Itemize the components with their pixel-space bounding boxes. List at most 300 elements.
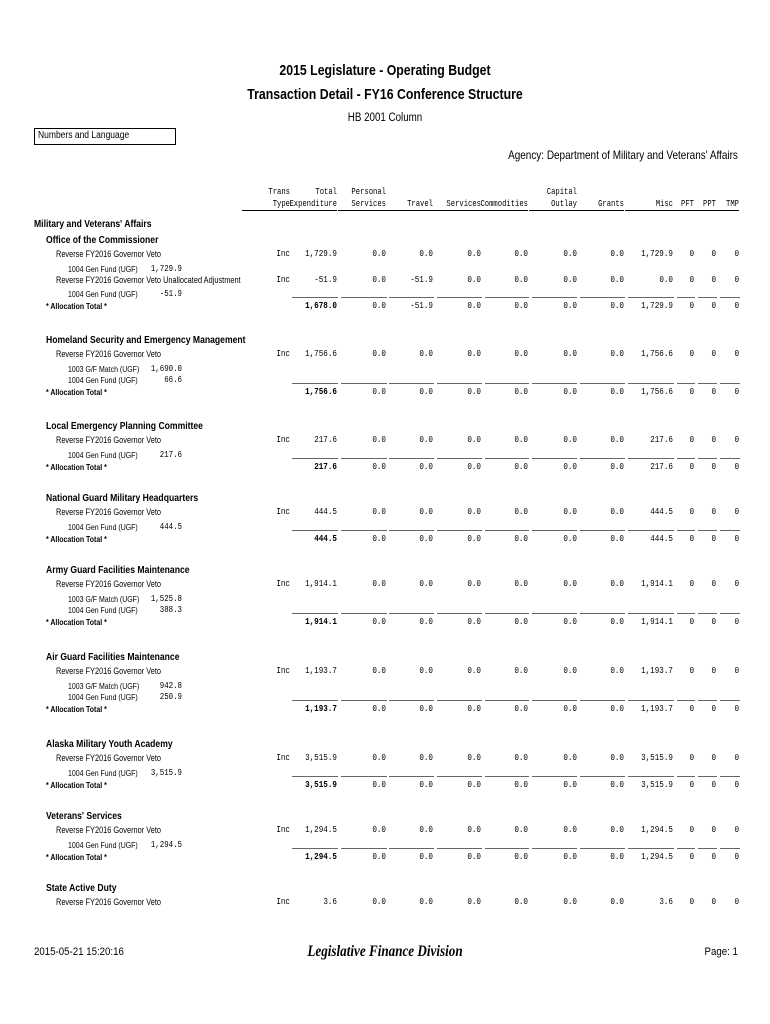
cell-misc: 1,193.7 [641, 665, 673, 676]
total-rule [677, 613, 695, 614]
total-rule [580, 848, 625, 849]
total-capital-outlay: 0.0 [563, 850, 577, 862]
cell-pft: 0 [689, 665, 694, 676]
total-capital-outlay: 0.0 [563, 300, 577, 311]
cell-commodities: 0.0 [514, 434, 528, 445]
cell-misc: 0.0 [659, 273, 673, 285]
total-misc: 3,515.9 [641, 778, 673, 790]
cell-personal-services: 0.0 [372, 348, 386, 359]
total-misc: 1,756.6 [641, 385, 673, 397]
total-rule [341, 458, 387, 459]
cell-personal-services: 0.0 [372, 434, 386, 445]
total-rule [677, 458, 695, 459]
total-pft: 0 [689, 850, 694, 862]
cell-services: 0.0 [467, 896, 481, 907]
cell-travel: 0.0 [419, 578, 433, 589]
fund-source: 1004 Gen Fund (UGF) [68, 289, 138, 299]
total-rule [292, 530, 338, 531]
cell-ppt: 0 [711, 665, 716, 676]
total-rule [698, 297, 717, 298]
total-commodities: 0.0 [514, 778, 528, 790]
total-misc: 1,294.5 [641, 850, 673, 862]
col-header-tmp-line: TMP [691, 198, 739, 211]
allocation-name: Army Guard Facilities Maintenance [46, 564, 190, 576]
total-rule [437, 776, 482, 777]
total-pft: 0 [689, 778, 694, 790]
total-rule [292, 297, 338, 298]
transaction-name: Reverse FY2016 Governor Veto [56, 249, 162, 259]
cell-commodities: 0.0 [514, 752, 528, 763]
total-rule [292, 613, 338, 614]
cell-tmp: 0 [734, 273, 739, 285]
cell-ppt: 0 [711, 578, 716, 589]
cell-total-expenditure: -51.9 [314, 273, 337, 285]
total-pft: 0 [689, 460, 694, 472]
cell-misc: 1,756.6 [641, 348, 673, 359]
fund-amount: -51.9 [159, 288, 182, 299]
total-ppt: 0 [711, 615, 716, 627]
cell-personal-services: 0.0 [372, 506, 386, 517]
cell-travel: 0.0 [419, 434, 433, 445]
total-travel: 0.0 [419, 615, 433, 627]
total-rule [698, 700, 717, 701]
col-header-trans-type-line: Trans [268, 187, 290, 197]
cell-grants: 0.0 [610, 824, 624, 835]
cell-personal-services: 0.0 [372, 248, 386, 259]
allocation-name: Veterans' Services [46, 810, 122, 822]
trans-type: Inc [276, 752, 290, 763]
footer-page-number: Page: 1 [704, 946, 738, 958]
transaction-name: Reverse FY2016 Governor Veto [56, 897, 162, 907]
total-rule [628, 776, 674, 777]
total-rule [720, 383, 740, 384]
cell-capital-outlay: 0.0 [563, 348, 577, 359]
total-travel: -51.9 [410, 300, 433, 311]
total-rule [677, 297, 695, 298]
col-header-total-expenditure-line: Total [315, 187, 337, 197]
total-ppt: 0 [711, 850, 716, 862]
col-header-travel-line: Travel [385, 198, 433, 211]
total-tmp: 0 [734, 532, 739, 544]
total-pft: 0 [689, 385, 694, 397]
total-rule [580, 383, 625, 384]
cell-ppt: 0 [711, 434, 716, 445]
total-services: 0.0 [467, 778, 481, 790]
cell-services: 0.0 [467, 824, 481, 835]
cell-grants: 0.0 [610, 752, 624, 763]
allocation-name: Local Emergency Planning Committee [46, 420, 203, 432]
total-rule [437, 458, 482, 459]
fund-amount: 388.3 [159, 603, 182, 615]
total-rule [341, 383, 387, 384]
total-rule [485, 700, 529, 701]
total-rule [628, 613, 674, 614]
fund-amount: 444.5 [159, 520, 182, 532]
trans-type: Inc [276, 273, 290, 285]
cell-commodities: 0.0 [514, 506, 528, 517]
numbers-language-label: Numbers and Language [38, 130, 130, 141]
cell-personal-services: 0.0 [372, 824, 386, 835]
total-travel: 0.0 [419, 778, 433, 790]
allocation-name: Homeland Security and Emergency Management [46, 334, 246, 346]
cell-grants: 0.0 [610, 248, 624, 259]
cell-personal-services: 0.0 [372, 665, 386, 676]
column-label: HB 2001 Column [347, 112, 423, 124]
total-rule [437, 297, 482, 298]
transaction-name: Reverse FY2016 Governor Veto [56, 435, 162, 445]
allocation-total-label: * Allocation Total * [46, 461, 107, 472]
agency-name: Agency: Department of Military and Veterans' Affairs [508, 148, 738, 162]
total-capital-outlay: 0.0 [563, 702, 577, 714]
total-services: 0.0 [467, 385, 481, 397]
total-commodities: 0.0 [514, 850, 528, 862]
transaction-name: Reverse FY2016 Governor Veto [56, 507, 162, 517]
cell-capital-outlay: 0.0 [563, 824, 577, 835]
total-rule [437, 383, 482, 384]
total-capital-outlay: 0.0 [563, 460, 577, 472]
fund-source: 1004 Gen Fund (UGF) [68, 604, 138, 615]
col-header-capital-outlay-line: Capital [546, 187, 577, 197]
cell-misc: 3.6 [659, 896, 673, 907]
report-subtitle: Transaction Detail - FY16 Conference Structure [247, 86, 523, 103]
total-rule [389, 383, 434, 384]
cell-tmp: 0 [734, 752, 739, 763]
trans-type: Inc [276, 665, 290, 676]
numbers-language-box [34, 128, 176, 145]
allocation-total-label: * Allocation Total * [46, 779, 107, 790]
cell-tmp: 0 [734, 578, 739, 589]
cell-total-expenditure: 1,756.6 [305, 348, 337, 359]
total-grants: 0.0 [610, 385, 624, 397]
total-rule [720, 848, 740, 849]
col-header-travel [385, 186, 433, 211]
total-rule [292, 458, 338, 459]
total-travel: 0.0 [419, 532, 433, 544]
trans-type: Inc [276, 896, 290, 907]
cell-ppt: 0 [711, 506, 716, 517]
cell-capital-outlay: 0.0 [563, 434, 577, 445]
total-pft: 0 [689, 615, 694, 627]
total-rule [485, 848, 529, 849]
total-misc: 444.5 [650, 532, 673, 544]
cell-services: 0.0 [467, 665, 481, 676]
trans-type: Inc [276, 434, 290, 445]
cell-travel: 0.0 [419, 752, 433, 763]
col-header-capital-outlay-line: Outlay [529, 198, 577, 211]
cell-ppt: 0 [711, 273, 716, 285]
trans-type: Inc [276, 248, 290, 259]
total-rule [341, 776, 387, 777]
fund-source: 1004 Gen Fund (UGF) [68, 767, 138, 778]
total-pft: 0 [689, 532, 694, 544]
allocation-name: Office of the Commissioner [46, 234, 159, 246]
total-personal-services: 0.0 [372, 702, 386, 714]
trans-type: Inc [276, 578, 290, 589]
cell-tmp: 0 [734, 824, 739, 835]
total-rule [580, 776, 625, 777]
cell-tmp: 0 [734, 348, 739, 359]
cell-pft: 0 [689, 434, 694, 445]
cell-total-expenditure: 444.5 [314, 506, 337, 517]
total-rule [698, 383, 717, 384]
cell-capital-outlay: 0.0 [563, 273, 577, 285]
total-total-expenditure: 1,193.7 [305, 702, 337, 714]
total-rule [698, 613, 717, 614]
total-services: 0.0 [467, 850, 481, 862]
total-ppt: 0 [711, 460, 716, 472]
total-grants: 0.0 [610, 300, 624, 311]
allocation-total-label: * Allocation Total * [46, 386, 107, 397]
total-personal-services: 0.0 [372, 532, 386, 544]
total-rule [628, 700, 674, 701]
fund-source: 1003 G/F Match (UGF) [68, 593, 140, 604]
cell-misc: 1,294.5 [641, 824, 673, 835]
total-commodities: 0.0 [514, 615, 528, 627]
cell-services: 0.0 [467, 273, 481, 285]
total-rule [532, 776, 577, 777]
allocation-name: State Active Duty [46, 882, 117, 894]
total-ppt: 0 [711, 300, 716, 311]
total-tmp: 0 [734, 460, 739, 472]
cell-ppt: 0 [711, 824, 716, 835]
total-total-expenditure: 3,515.9 [305, 778, 337, 790]
total-ppt: 0 [711, 702, 716, 714]
fund-source: 1003 G/F Match (UGF) [68, 363, 140, 374]
total-rule [628, 383, 674, 384]
total-rule [389, 848, 434, 849]
total-misc: 217.6 [650, 460, 673, 472]
cell-misc: 444.5 [650, 506, 673, 517]
cell-commodities: 0.0 [514, 248, 528, 259]
fund-amount: 1,525.8 [150, 592, 182, 604]
fund-source: 1004 Gen Fund (UGF) [68, 449, 138, 460]
total-rule [389, 700, 434, 701]
fund-source: 1004 Gen Fund (UGF) [68, 374, 138, 385]
total-total-expenditure: 444.5 [314, 532, 337, 544]
total-rule [628, 848, 674, 849]
total-rule [532, 848, 577, 849]
total-rule [580, 530, 625, 531]
total-rule [720, 776, 740, 777]
total-rule [580, 458, 625, 459]
allocation-name: National Guard Military Headquarters [46, 492, 199, 504]
total-rule [698, 848, 717, 849]
fund-amount: 1,294.5 [150, 838, 182, 850]
total-travel: 0.0 [419, 460, 433, 472]
total-rule [677, 383, 695, 384]
cell-total-expenditure: 3,515.9 [305, 752, 337, 763]
cell-total-expenditure: 1,294.5 [305, 824, 337, 835]
footer-division: Legislative Finance Division [307, 943, 463, 960]
total-services: 0.0 [467, 460, 481, 472]
allocation-total-label: * Allocation Total * [46, 533, 107, 544]
total-pft: 0 [689, 300, 694, 311]
cell-grants: 0.0 [610, 506, 624, 517]
col-header-pft-line: PFT [646, 198, 694, 211]
fund-source: 1004 Gen Fund (UGF) [68, 263, 138, 274]
total-rule [485, 776, 529, 777]
appropriation-name: Military and Veterans' Affairs [34, 218, 152, 230]
total-tmp: 0 [734, 385, 739, 397]
total-tmp: 0 [734, 615, 739, 627]
total-rule [698, 530, 717, 531]
col-header-total-expenditure [289, 186, 337, 211]
total-rule [720, 613, 740, 614]
cell-tmp: 0 [734, 896, 739, 907]
cell-personal-services: 0.0 [372, 578, 386, 589]
total-services: 0.0 [467, 532, 481, 544]
cell-pft: 0 [689, 896, 694, 907]
total-commodities: 0.0 [514, 385, 528, 397]
cell-personal-services: 0.0 [372, 752, 386, 763]
total-rule [437, 848, 482, 849]
total-total-expenditure: 217.6 [314, 460, 337, 472]
total-tmp: 0 [734, 300, 739, 311]
total-grants: 0.0 [610, 615, 624, 627]
total-total-expenditure: 1,756.6 [305, 385, 337, 397]
total-rule [485, 383, 529, 384]
cell-grants: 0.0 [610, 348, 624, 359]
cell-commodities: 0.0 [514, 348, 528, 359]
total-ppt: 0 [711, 532, 716, 544]
total-rule [389, 297, 434, 298]
total-tmp: 0 [734, 702, 739, 714]
total-commodities: 0.0 [514, 702, 528, 714]
total-misc: 1,914.1 [641, 615, 673, 627]
cell-tmp: 0 [734, 434, 739, 445]
total-rule [698, 776, 717, 777]
cell-travel: -51.9 [410, 273, 433, 285]
total-services: 0.0 [467, 702, 481, 714]
total-rule [437, 530, 482, 531]
total-ppt: 0 [711, 778, 716, 790]
total-rule [532, 458, 577, 459]
fund-amount: 217.6 [159, 448, 182, 460]
total-grants: 0.0 [610, 532, 624, 544]
total-capital-outlay: 0.0 [563, 532, 577, 544]
allocation-total-label: * Allocation Total * [46, 703, 107, 714]
cell-ppt: 0 [711, 896, 716, 907]
cell-commodities: 0.0 [514, 665, 528, 676]
total-services: 0.0 [467, 300, 481, 311]
total-rule [720, 530, 740, 531]
total-personal-services: 0.0 [372, 778, 386, 790]
cell-travel: 0.0 [419, 896, 433, 907]
cell-capital-outlay: 0.0 [563, 896, 577, 907]
cell-personal-services: 0.0 [372, 896, 386, 907]
total-rule [485, 530, 529, 531]
cell-commodities: 0.0 [514, 578, 528, 589]
total-rule [720, 700, 740, 701]
col-header-services [433, 186, 481, 211]
total-rule [292, 848, 338, 849]
allocation-total-label: * Allocation Total * [46, 851, 107, 862]
cell-travel: 0.0 [419, 824, 433, 835]
fund-amount: 1,729.9 [150, 262, 182, 274]
col-header-misc-line: Misc [625, 198, 673, 211]
total-rule [677, 776, 695, 777]
total-misc: 1,193.7 [641, 702, 673, 714]
col-header-services-line [433, 186, 481, 198]
total-rule [720, 297, 740, 298]
total-rule [341, 530, 387, 531]
cell-misc: 1,729.9 [641, 248, 673, 259]
trans-type: Inc [276, 506, 290, 517]
col-header-services-line: Services [433, 198, 481, 211]
cell-travel: 0.0 [419, 506, 433, 517]
cell-misc: 217.6 [650, 434, 673, 445]
total-capital-outlay: 0.0 [563, 778, 577, 790]
col-header-personal-services-line: Personal [351, 187, 386, 197]
total-rule [292, 700, 338, 701]
cell-tmp: 0 [734, 248, 739, 259]
cell-travel: 0.0 [419, 665, 433, 676]
col-header-trans-type [242, 186, 290, 211]
total-rule [580, 613, 625, 614]
cell-total-expenditure: 3.6 [323, 896, 337, 907]
col-header-capital-outlay [529, 186, 577, 211]
col-header-grants [576, 186, 624, 211]
fund-source: 1003 G/F Match (UGF) [68, 680, 140, 691]
cell-grants: 0.0 [610, 273, 624, 285]
total-rule [677, 700, 695, 701]
cell-ppt: 0 [711, 752, 716, 763]
cell-capital-outlay: 0.0 [563, 248, 577, 259]
total-capital-outlay: 0.0 [563, 615, 577, 627]
total-capital-outlay: 0.0 [563, 385, 577, 397]
total-grants: 0.0 [610, 778, 624, 790]
transaction-name: Reverse FY2016 Governor Veto [56, 825, 162, 835]
total-tmp: 0 [734, 778, 739, 790]
footer-timestamp: 2015-05-21 15:20:16 [34, 946, 124, 958]
total-rule [341, 700, 387, 701]
allocation-total-label: * Allocation Total * [46, 301, 107, 311]
col-header-trans-type-line: Type [242, 198, 290, 211]
cell-capital-outlay: 0.0 [563, 665, 577, 676]
fund-amount: 250.9 [159, 690, 182, 702]
col-header-personal-services [338, 186, 386, 211]
col-header-ppt-line: PPT [668, 198, 716, 211]
total-rule [292, 776, 338, 777]
cell-services: 0.0 [467, 752, 481, 763]
cell-pft: 0 [689, 752, 694, 763]
total-rule [485, 458, 529, 459]
fund-amount: 66.6 [164, 373, 182, 385]
total-rule [292, 383, 338, 384]
cell-commodities: 0.0 [514, 273, 528, 285]
cell-personal-services: 0.0 [372, 273, 386, 285]
total-travel: 0.0 [419, 702, 433, 714]
total-rule [698, 458, 717, 459]
total-rule [720, 458, 740, 459]
total-commodities: 0.0 [514, 300, 528, 311]
col-header-personal-services-line: Services [338, 198, 386, 211]
total-rule [628, 297, 674, 298]
cell-pft: 0 [689, 506, 694, 517]
total-rule [389, 458, 434, 459]
cell-pft: 0 [689, 248, 694, 259]
cell-travel: 0.0 [419, 248, 433, 259]
cell-misc: 3,515.9 [641, 752, 673, 763]
transaction-name: Reverse FY2016 Governor Veto [56, 753, 162, 763]
cell-travel: 0.0 [419, 348, 433, 359]
cell-grants: 0.0 [610, 578, 624, 589]
fund-source: 1004 Gen Fund (UGF) [68, 691, 138, 702]
col-header-commodities-line [480, 186, 528, 198]
report-title: 2015 Legislature - Operating Budget [279, 62, 491, 79]
total-commodities: 0.0 [514, 460, 528, 472]
total-pft: 0 [689, 702, 694, 714]
